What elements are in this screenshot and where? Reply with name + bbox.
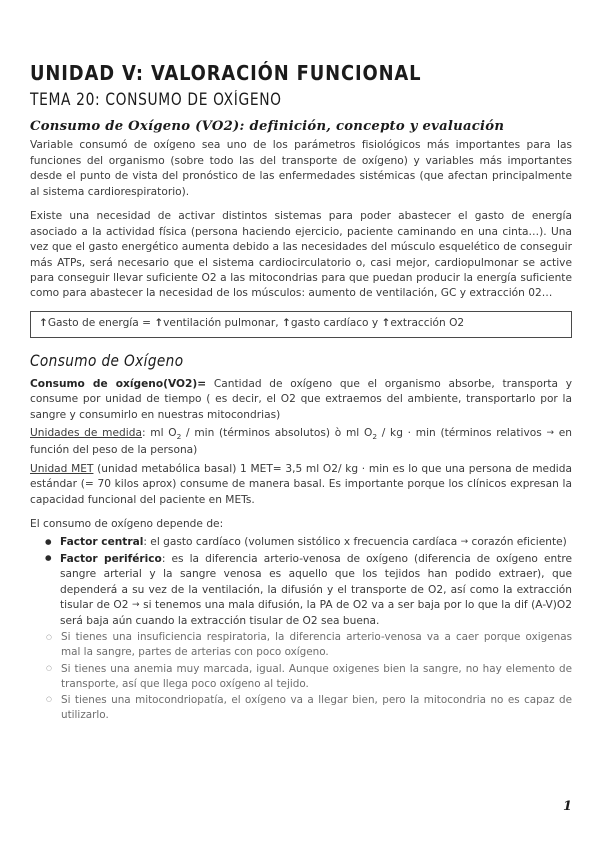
factor-central-text-after: corazón eficiente) <box>468 536 567 549</box>
formula-part-2: ventilación pulmonar, <box>163 316 282 329</box>
section-heading: Consumo de Oxígeno <box>30 350 184 370</box>
formula-part-3: gasto cardíaco y <box>290 316 382 329</box>
list-item: ○ Si tienes una insuficiencia respiratoria, la diferencia arterio-venosa va a caer porque oxigenas mal la sangre, partes de arterias con poco oxígeno. <box>30 630 572 660</box>
factor-periferico-text-before: : es la diferencia arterio-venosa de oxígeno (diferencia de oxígeno entre sangre arterial y la sangre venosa es aquello que los tejidos han podido extraer), que dependerá a su vez de la ventilación, la difusión y el transporte de O2, así como la extracción tisular de O2 <box>60 552 572 612</box>
up-arrow-icon: ↑ <box>282 316 291 329</box>
formula-part-4: extracción O2 <box>390 316 465 329</box>
units-text-a: : ml O <box>141 427 177 440</box>
definition-body: Cantidad de oxígeno que el organismo absorbe, transporta y consume por unidad de tiempo ( es decir, el O2 que extraemos del ambiente, transportarlo por la sangre y consumirlo en nuestras mitocondrias) <box>30 377 572 421</box>
list-item <box>30 552 572 629</box>
document-content <box>30 62 572 724</box>
definition-paragraph <box>30 377 572 423</box>
list-item: ○ Si tienes una anemia muy marcada, igual. Aunque oxigenes bien la sangre, no hay elemento de transporte, así que llega poco oxígeno al tejido. <box>30 662 572 692</box>
right-arrow-icon: → <box>546 428 555 439</box>
units-paragraph <box>30 426 572 458</box>
unit-heading: UNIDAD V: VALORACIÓN FUNCIONAL <box>30 61 422 85</box>
list-item: ○ Si tienes una mitocondriopatía, el oxígeno va a llegar bien, pero la mitocondria no es capaz de utilizarlo. <box>30 693 572 723</box>
up-arrow-icon: ↑ <box>381 316 391 329</box>
met-label: Unidad MET <box>30 462 94 475</box>
factor-periferico-term: Factor periférico <box>60 552 162 565</box>
intro-paragraph-1: Variable consumó de oxígeno sea uno de los parámetros fisiológicos más importantes para las funciones del organismo (sobre todo las del transporte de oxígeno) y variables más importantes desde el punto de vista del pronóstico de las enfermedades sistémicas (que afectan principalmente al sistema cardiorespiratorio). <box>30 139 572 198</box>
right-arrow-icon: → <box>460 537 469 548</box>
met-text: (unidad metabólica basal) 1 MET= 3,5 ml O2/ kg · min es lo que una persona de medida estándar (= 70 kilos aprox) consume de manera basal. Es importante porque los clínicos expresan la capacidad funcional del paciente en METs. <box>30 462 572 506</box>
units-text-d: en función del peso de la persona) <box>30 427 572 457</box>
topic-heading: TEMA 20: CONSUMO DE OXÍGENO <box>30 89 282 109</box>
units-text-b: / min (términos absolutos) ò ml O <box>181 427 373 440</box>
right-arrow-icon: → <box>132 600 140 611</box>
intro-paragraph-2: Existe una necesidad de activar distintos sistemas para poder abastecer el gasto de energía asociado a la actividad física (persona haciendo ejercicio, paciente caminando en una cinta…). Una vez que el gasto energético aumenta debido a las necesidades del músculo esquelético de conseguir más ATPs, será necesario que el sistema cardiocirculatorio o, casi mejor, cardiopulmonar se active para conseguir llevar suficiente O2 a las mitocondrias para que puedan producir la energía suficiente como para abastecer la necesidad de los músculos: aumento de ventilación, GC y extracción 02… <box>30 210 572 300</box>
formula-box <box>30 311 572 338</box>
factor-central-term: Factor central <box>60 536 144 549</box>
page-number: 1 <box>562 799 572 814</box>
units-label: Unidades de medida <box>30 427 142 440</box>
met-paragraph <box>30 462 572 508</box>
definition-term: Consumo de oxígeno(VO2)= <box>30 377 207 390</box>
depends-lead-in: El consumo de oxígeno depende de: <box>30 517 224 530</box>
examples-list <box>30 630 572 723</box>
factors-list <box>30 535 572 629</box>
factor-periferico-text-after: si tenemos una mala difusión, la PA de O2 va a ser baja por lo que la dif (A-V)O2 será baja aún cuando la extracción tisular de O2 sea buena. <box>60 599 572 627</box>
units-text-c: / kg · min (términos relativos <box>377 427 547 440</box>
script-subheading: Consumo de Oxígeno (VO2): definición, concepto y evaluación <box>30 118 505 134</box>
list-item <box>30 535 572 550</box>
units-subscript-a: 2 <box>176 432 182 442</box>
units-subscript-b: 2 <box>372 432 378 442</box>
up-arrow-icon: ↑ <box>154 316 164 329</box>
factor-central-text-before: : el gasto cardíaco (volumen sistólico x frecuencia cardíaca <box>143 536 461 549</box>
up-arrow-icon: ↑ <box>39 316 48 329</box>
formula-part-1: Gasto de energía = <box>47 316 155 329</box>
